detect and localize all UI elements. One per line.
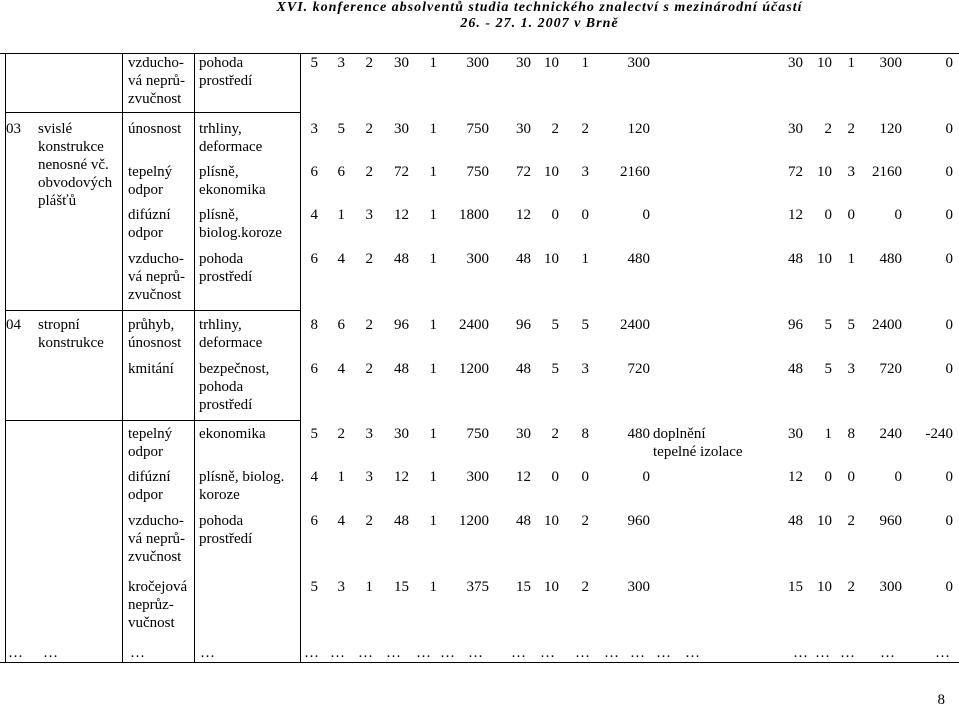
row-result: 2 xyxy=(847,513,855,529)
row-result: 0 xyxy=(945,251,953,267)
row-value: 48 xyxy=(516,513,531,529)
row-result: 30 xyxy=(788,121,803,137)
row-value: 1 xyxy=(337,207,345,223)
row-value: 2 xyxy=(365,55,373,71)
section-divider xyxy=(5,310,300,311)
row-value: 1800 xyxy=(459,207,489,223)
row-value: 15 xyxy=(394,579,409,595)
row-c0-text: 04 xyxy=(6,317,21,333)
row-value: 6 xyxy=(310,251,318,267)
row-value: 12 xyxy=(394,469,409,485)
row-value: 10 xyxy=(544,251,559,267)
ellipsis-cell: … xyxy=(130,645,145,661)
row-c3-text: plísně, biolog.koroze xyxy=(199,207,282,241)
row-value: 96 xyxy=(516,317,531,333)
row-value: 48 xyxy=(394,361,409,377)
page-number: 8 xyxy=(937,692,945,708)
column-divider xyxy=(5,53,6,662)
row-result: 48 xyxy=(788,361,803,377)
row-result: 300 xyxy=(879,579,902,595)
ellipsis-cell: … xyxy=(935,645,950,661)
row-value: 4 xyxy=(337,361,345,377)
row-result: 2400 xyxy=(872,317,902,333)
section-divider xyxy=(5,420,300,421)
row-result: 0 xyxy=(847,469,855,485)
row-value: 5 xyxy=(581,317,589,333)
row-c3-text: plísně, ekonomika xyxy=(199,164,266,198)
section-divider xyxy=(5,112,300,113)
row-result: 0 xyxy=(945,164,953,180)
row-result: 30 xyxy=(788,426,803,442)
row-value: 4 xyxy=(337,513,345,529)
row-result: 10 xyxy=(817,251,832,267)
row-value: 750 xyxy=(466,426,489,442)
row-value: 5 xyxy=(337,121,345,137)
header-date: 26. - 27. 1. 2007 v Brně xyxy=(460,16,619,31)
row-result: 5 xyxy=(824,361,832,377)
row-value: 750 xyxy=(466,121,489,137)
row-result: 960 xyxy=(879,513,902,529)
row-value: 1200 xyxy=(459,513,489,529)
row-value: 2 xyxy=(581,121,589,137)
row-value: 480 xyxy=(627,251,650,267)
row-value: 300 xyxy=(466,55,489,71)
row-value: 1 xyxy=(429,361,437,377)
row-value: 30 xyxy=(516,55,531,71)
row-value: 1 xyxy=(581,251,589,267)
row-result: 2160 xyxy=(872,164,902,180)
ellipsis-cell: … xyxy=(604,645,619,661)
row-value: 12 xyxy=(516,469,531,485)
row-value: 48 xyxy=(516,361,531,377)
row-value: 2400 xyxy=(620,317,650,333)
row-value: 3 xyxy=(337,55,345,71)
row-result: 0 xyxy=(945,317,953,333)
row-result: 8 xyxy=(847,426,855,442)
row-c3-text: pohoda prostředí xyxy=(199,251,253,285)
row-value: 4 xyxy=(337,251,345,267)
ellipsis-cell: … xyxy=(793,645,808,661)
row-value: 300 xyxy=(466,251,489,267)
row-value: 5 xyxy=(551,361,559,377)
row-value: 48 xyxy=(394,513,409,529)
row-c2-text: vzducho- vá neprů- zvučnost xyxy=(128,513,186,565)
row-value: 4 xyxy=(310,207,318,223)
row-value: 30 xyxy=(394,426,409,442)
row-value: 0 xyxy=(551,207,559,223)
row-value: 1 xyxy=(429,164,437,180)
row-value: 2 xyxy=(365,121,373,137)
row-result: 0 xyxy=(824,207,832,223)
row-result: 10 xyxy=(817,513,832,529)
row-result: -240 xyxy=(925,426,953,442)
row-value: 3 xyxy=(310,121,318,137)
row-value: 10 xyxy=(544,55,559,71)
table-bottom-border xyxy=(0,662,959,663)
row-result: 480 xyxy=(879,251,902,267)
row-c2-text: vzducho- vá neprů- zvučnost xyxy=(128,251,186,303)
ellipsis-cell: … xyxy=(656,645,671,661)
row-value: 8 xyxy=(581,426,589,442)
row-value: 480 xyxy=(627,426,650,442)
row-result: 1 xyxy=(824,426,832,442)
row-value: 5 xyxy=(551,317,559,333)
row-value: 0 xyxy=(551,469,559,485)
row-c2-text: vzducho- vá neprů- zvučnost xyxy=(128,55,186,107)
row-value: 0 xyxy=(642,469,650,485)
row-value: 15 xyxy=(516,579,531,595)
row-result: 30 xyxy=(788,55,803,71)
column-divider xyxy=(300,53,301,662)
row-value: 2 xyxy=(365,513,373,529)
row-result: 10 xyxy=(817,579,832,595)
row-value: 2 xyxy=(551,426,559,442)
row-value: 3 xyxy=(365,469,373,485)
row-value: 300 xyxy=(627,579,650,595)
row-value: 72 xyxy=(516,164,531,180)
row-c2-text: průhyb, únosnost xyxy=(128,317,182,351)
ellipsis-cell: … xyxy=(304,645,319,661)
row-value: 2 xyxy=(365,164,373,180)
row-value: 0 xyxy=(642,207,650,223)
row-result: 0 xyxy=(894,207,902,223)
row-result: 5 xyxy=(847,317,855,333)
row-value: 1 xyxy=(337,469,345,485)
row-value: 2 xyxy=(551,121,559,137)
row-value: 0 xyxy=(581,207,589,223)
row-result: 12 xyxy=(788,469,803,485)
row-result: 0 xyxy=(824,469,832,485)
row-result: 3 xyxy=(847,361,855,377)
row-value: 300 xyxy=(627,55,650,71)
row-result: 0 xyxy=(894,469,902,485)
row-value: 960 xyxy=(627,513,650,529)
row-result: 300 xyxy=(879,55,902,71)
ellipsis-cell: … xyxy=(416,645,431,661)
row-value: 6 xyxy=(337,317,345,333)
row-value: 96 xyxy=(394,317,409,333)
row-value: 1 xyxy=(429,469,437,485)
row-c2-text: difúzní odpor xyxy=(128,207,171,241)
row-result: 1 xyxy=(847,55,855,71)
row-value: 12 xyxy=(516,207,531,223)
ellipsis-cell: … xyxy=(511,645,526,661)
row-value: 3 xyxy=(581,361,589,377)
row-value: 10 xyxy=(544,164,559,180)
row-result: 0 xyxy=(847,207,855,223)
row-c3-text: trhliny, deformace xyxy=(199,121,263,155)
row-c1-text: svislé konstrukce nenosné vč. obvodových plášťů xyxy=(38,121,113,209)
ellipsis-cell: … xyxy=(330,645,345,661)
row-value: 2 xyxy=(365,251,373,267)
row-c2-text: únosnost xyxy=(128,121,182,137)
row-result: 5 xyxy=(824,317,832,333)
row-c3-text: pohoda prostředí xyxy=(199,55,253,89)
row-value: 48 xyxy=(516,251,531,267)
row-c0-text: 03 xyxy=(6,121,21,137)
row-value: 5 xyxy=(310,55,318,71)
row-value: 3 xyxy=(365,207,373,223)
row-value: 1 xyxy=(581,55,589,71)
row-result: 15 xyxy=(788,579,803,595)
row-value: 2 xyxy=(365,361,373,377)
ellipsis-cell: … xyxy=(386,645,401,661)
row-c3-text: plísně, biolog. koroze xyxy=(199,469,285,503)
row-value: 30 xyxy=(516,426,531,442)
row-result: 72 xyxy=(788,164,803,180)
row-value: 720 xyxy=(627,361,650,377)
ellipsis-cell: … xyxy=(540,645,555,661)
row-value: 48 xyxy=(394,251,409,267)
row-result: 12 xyxy=(788,207,803,223)
row-c2-text: tepelný odpor xyxy=(128,164,173,198)
row-value: 10 xyxy=(544,579,559,595)
row-value: 1 xyxy=(429,513,437,529)
header-title: XVI. konference absolventů studia technického znalectví s mezinárodní účastí xyxy=(276,0,803,15)
row-result: 10 xyxy=(817,164,832,180)
row-result: 3 xyxy=(847,164,855,180)
row-value: 6 xyxy=(310,361,318,377)
row-result: 0 xyxy=(945,513,953,529)
ellipsis-cell: … xyxy=(358,645,373,661)
row-value: 3 xyxy=(365,426,373,442)
row-value: 2160 xyxy=(620,164,650,180)
row-value: 2 xyxy=(337,426,345,442)
ellipsis-cell: … xyxy=(468,645,483,661)
row-value: 2 xyxy=(365,317,373,333)
conference-header xyxy=(120,0,959,32)
row-value: 1 xyxy=(429,207,437,223)
row-value: 1 xyxy=(429,251,437,267)
row-value: 5 xyxy=(310,426,318,442)
row-result: 2 xyxy=(824,121,832,137)
ellipsis-cell: … xyxy=(840,645,855,661)
row-result: 0 xyxy=(945,361,953,377)
ellipsis-cell: … xyxy=(8,645,23,661)
row-value: 30 xyxy=(516,121,531,137)
row-value: 3 xyxy=(581,164,589,180)
row-result: 0 xyxy=(945,121,953,137)
row-value: 120 xyxy=(627,121,650,137)
row-value: 5 xyxy=(310,579,318,595)
row-value: 0 xyxy=(581,469,589,485)
row-c3-text: trhliny, deformace xyxy=(199,317,263,351)
row-value: 1 xyxy=(429,55,437,71)
row-result: 10 xyxy=(817,55,832,71)
row-value: 375 xyxy=(466,579,489,595)
row-result: 2 xyxy=(847,121,855,137)
row-result: 96 xyxy=(788,317,803,333)
row-value: 3 xyxy=(337,579,345,595)
row-result: 0 xyxy=(945,207,953,223)
ellipsis-cell: … xyxy=(575,645,590,661)
row-c3-text: bezpečnost, pohoda prostředí xyxy=(199,361,270,413)
row-value: 1200 xyxy=(459,361,489,377)
ellipsis-cell: … xyxy=(43,645,58,661)
row-value: 72 xyxy=(394,164,409,180)
row-c2-text: kmitání xyxy=(128,361,174,377)
row-value: 30 xyxy=(394,55,409,71)
row-value: 1 xyxy=(429,579,437,595)
row-value: 1 xyxy=(429,121,437,137)
row-result: 120 xyxy=(879,121,902,137)
ellipsis-cell: … xyxy=(630,645,645,661)
row-value: 30 xyxy=(394,121,409,137)
row-value: 6 xyxy=(310,164,318,180)
row-value: 10 xyxy=(544,513,559,529)
ellipsis-cell: … xyxy=(685,645,700,661)
row-c1-text: stropní konstrukce xyxy=(38,317,104,351)
row-result: 1 xyxy=(847,251,855,267)
row-value: 12 xyxy=(394,207,409,223)
row-value: 6 xyxy=(337,164,345,180)
row-result: 720 xyxy=(879,361,902,377)
row-value: 750 xyxy=(466,164,489,180)
row-result: 0 xyxy=(945,469,953,485)
row-c2-text: tepelný odpor xyxy=(128,426,173,460)
row-c3-text: pohoda prostředí xyxy=(199,513,253,547)
row-result: 2 xyxy=(847,579,855,595)
row-value: 8 xyxy=(310,317,318,333)
row-value: 2 xyxy=(581,513,589,529)
row-value: 1 xyxy=(429,426,437,442)
row-c3-text: ekonomika xyxy=(199,426,266,442)
row-result: 48 xyxy=(788,513,803,529)
row-value: 6 xyxy=(310,513,318,529)
row-value: 1 xyxy=(429,317,437,333)
ellipsis-cell: … xyxy=(880,645,895,661)
row-value: 2 xyxy=(581,579,589,595)
row-c2-text: kročejová neprůz- vučnost xyxy=(128,579,188,631)
column-divider xyxy=(122,53,123,662)
row-result: 240 xyxy=(879,426,902,442)
row-value: 1 xyxy=(365,579,373,595)
row-value: 2400 xyxy=(459,317,489,333)
column-divider xyxy=(194,53,195,662)
row-value: 4 xyxy=(310,469,318,485)
row-result: 0 xyxy=(945,55,953,71)
ellipsis-cell: … xyxy=(200,645,215,661)
row-result: 0 xyxy=(945,579,953,595)
row-note: doplnění tepelné izolace xyxy=(653,426,743,460)
row-value: 300 xyxy=(466,469,489,485)
row-c2-text: difúzní odpor xyxy=(128,469,171,503)
ellipsis-cell: … xyxy=(440,645,455,661)
row-result: 48 xyxy=(788,251,803,267)
ellipsis-cell: … xyxy=(815,645,830,661)
